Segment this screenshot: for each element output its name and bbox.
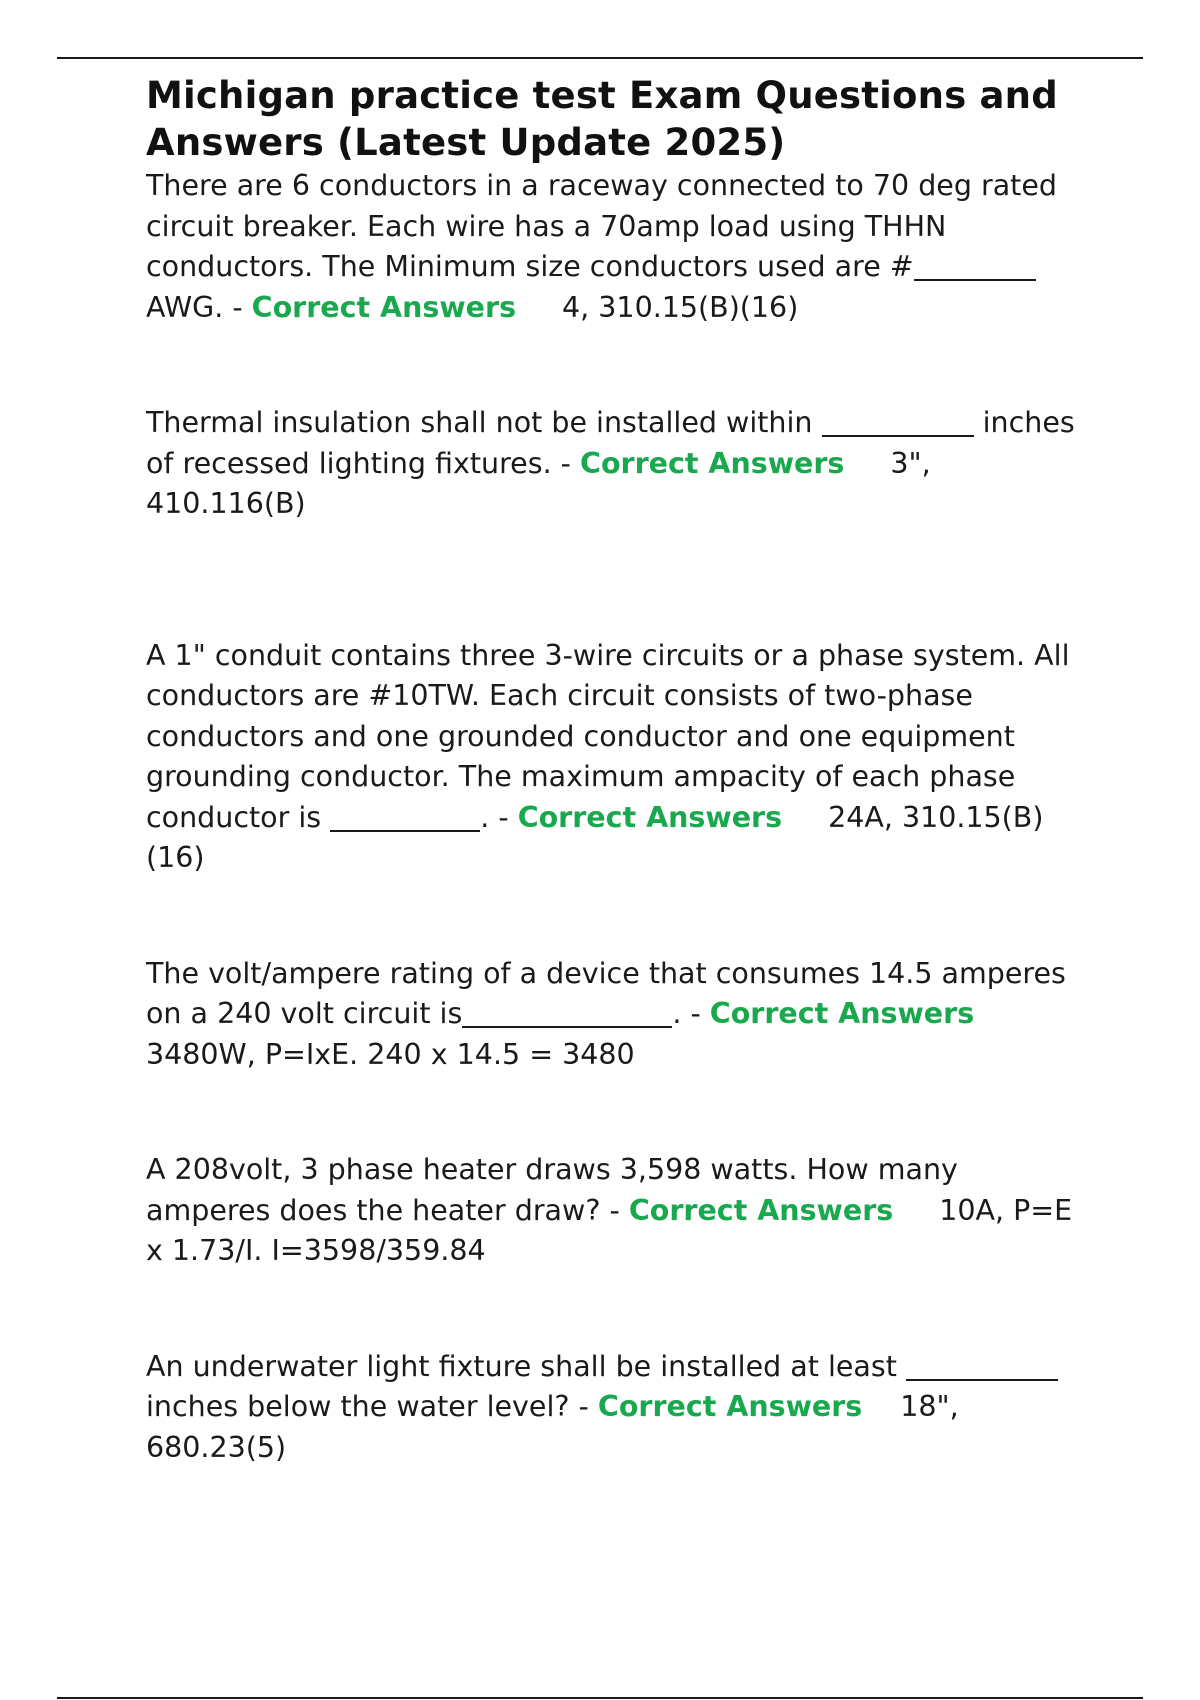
question-text: A 208volt, 3 phase heater draws 3,598 watts. How many amperes does the heater draw? - [146, 1153, 958, 1227]
question-text: The volt/ampere rating of a device that consumes 14.5 amperes on a 240 volt circuit is [146, 956, 1066, 1030]
answer-blank [914, 249, 1036, 281]
top-rule [57, 57, 1143, 59]
correct-answers-label: Correct Answers [517, 800, 783, 834]
question-3 [146, 636, 1086, 879]
answer-text: 3", 410.116(B) [146, 446, 931, 520]
question-4 [146, 954, 1086, 1076]
question-1 [146, 166, 1086, 328]
bottom-rule [57, 1697, 1143, 1699]
question-text: A 1" conduit contains three 3-wire circuits or a phase system. All conductors are #10TW. Each circuit consists of two-phase conductors and one grounded conductor and one equipment grounding conductor. The maximum ampacity of each phase conductor is [146, 638, 1070, 834]
question-text-after: . - [672, 997, 710, 1030]
question-text-after: inches below the water level? - [146, 1390, 598, 1423]
answer-blank [906, 1349, 1058, 1381]
answer-text: 24A, 310.15(B)(16) [146, 800, 1044, 874]
document-body [146, 72, 1086, 1468]
question-2 [146, 403, 1086, 525]
question-text: There are 6 conductors in a raceway connected to 70 deg rated circuit breaker. Each wire has a 70amp load using THHN conductors. The Minimum size conductors used are # [146, 169, 1057, 283]
answer-blank [462, 996, 672, 1028]
answer-text: 18", 680.23(5) [146, 1390, 959, 1464]
question-text: An underwater light fixture shall be installed at least [146, 1349, 906, 1383]
correct-answers-label: Correct Answers [251, 290, 517, 324]
answer-text: 3480W, P=IxE. 240 x 14.5 = 3480 [146, 1037, 635, 1071]
answer-blank [330, 800, 480, 832]
question-text-after: . - [480, 800, 518, 834]
question-text-after: AWG. - [146, 290, 252, 324]
question-6 [146, 1347, 1086, 1469]
question-text: Thermal insulation shall not be installed within [146, 406, 822, 439]
answer-blank [822, 405, 974, 437]
answer-text: 10A, P=E x 1.73/I. I=3598/359.84 [146, 1193, 1073, 1267]
correct-answers-label: Correct Answers [597, 1390, 863, 1423]
question-5 [146, 1150, 1086, 1272]
correct-answers-label: Correct Answers [628, 1193, 894, 1227]
question-text-after: inches of recessed lighting fixtures. - [146, 406, 1075, 480]
correct-answers-label: Correct Answers [709, 997, 975, 1030]
correct-answers-label: Correct Answers [580, 446, 845, 480]
answer-text: 4, 310.15(B)(16) [562, 290, 799, 324]
document-title: Michigan practice test Exam Questions and Answers (Latest Update 2025) [146, 74, 1058, 164]
